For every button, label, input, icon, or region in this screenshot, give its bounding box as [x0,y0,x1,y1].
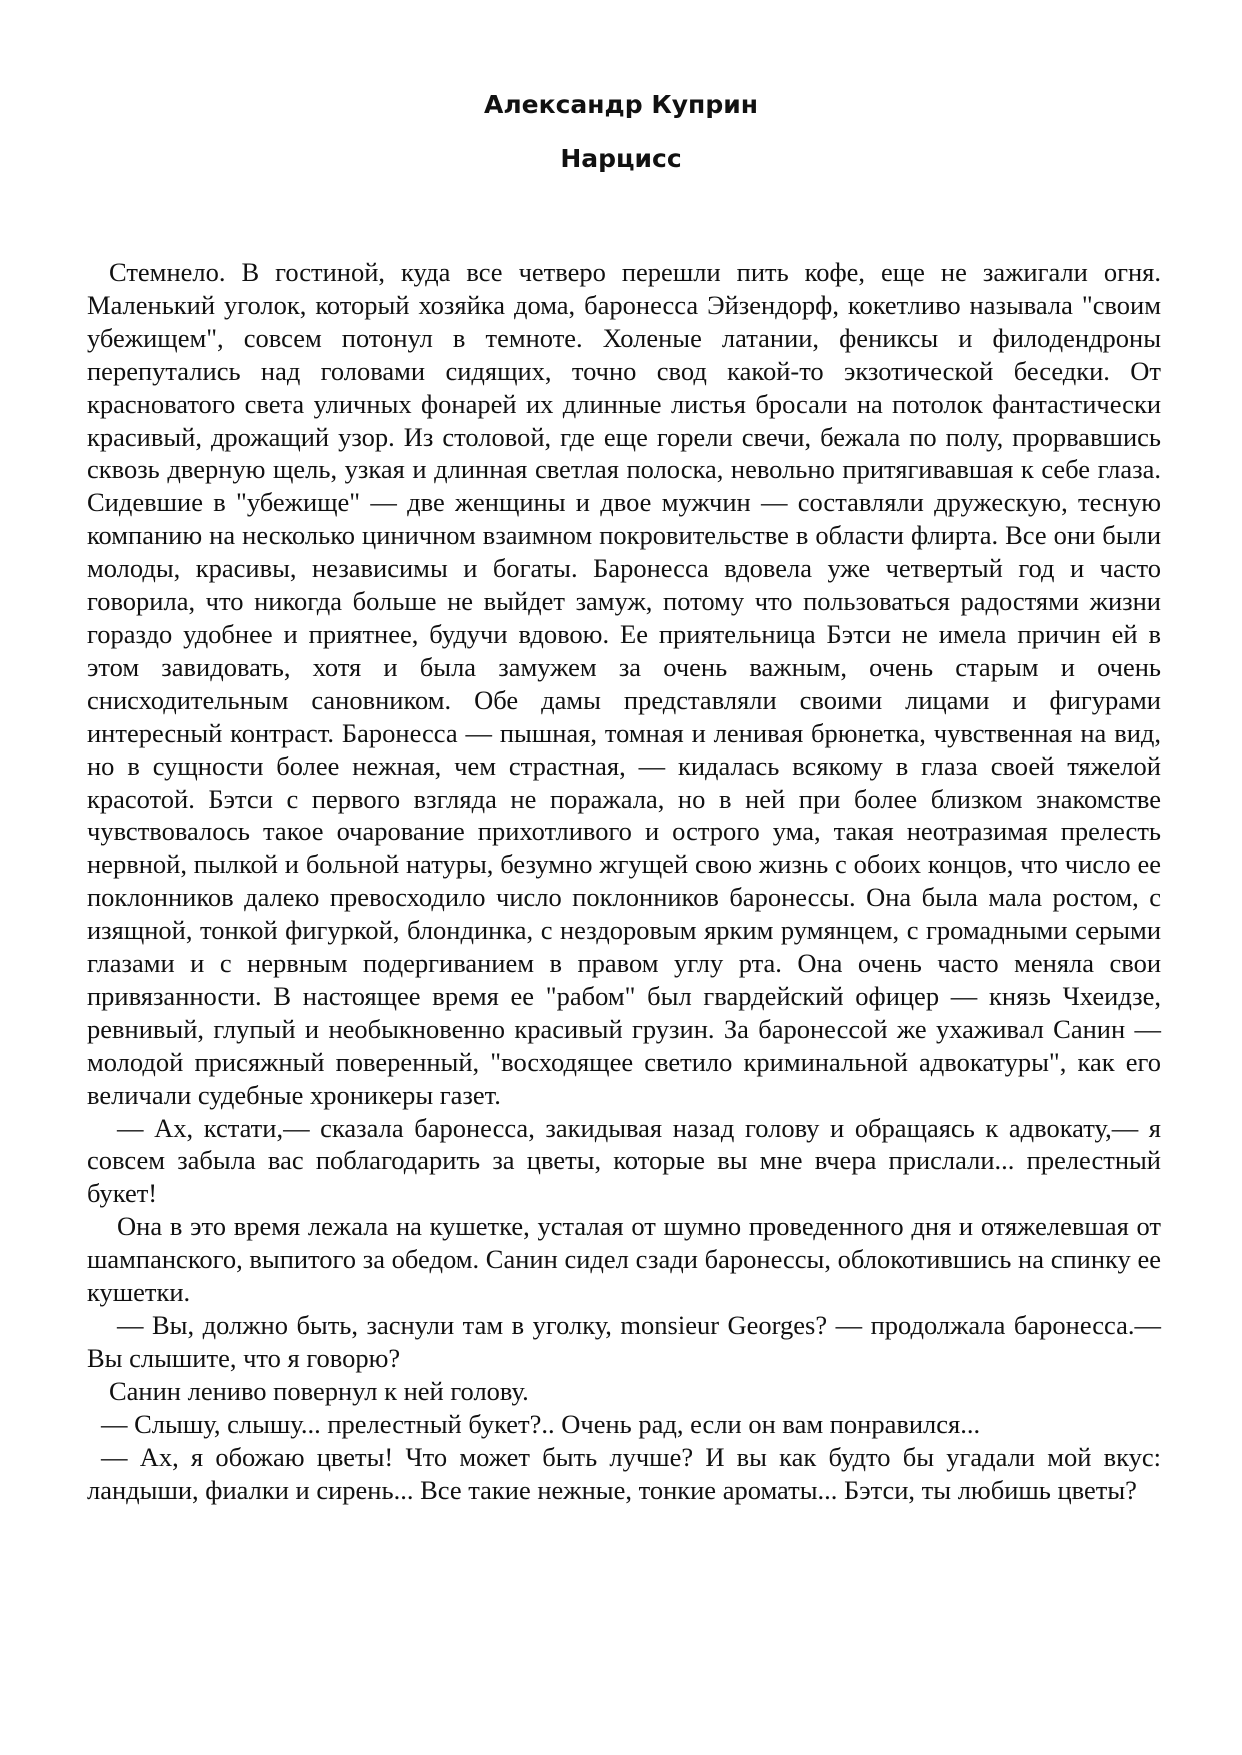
paragraph-dialogue-flowers: — Ах, я обожаю цветы! Что может быть лучше? И вы как будто бы угадали мой вкус: ландыши, фиалки и сирень... Все такие нежные, тонкие ароматы... Бэтси, ты любишь цветы? [87,1441,1161,1505]
paragraph-dialogue-monsieur-georges: — Вы, должно быть, заснули там в уголку, monsieur Georges? — продолжала баронесса.— Вы слышите, что я говорю? [87,1310,1161,1373]
paragraph-narration-sanin-turns: Санин лениво повернул к ней голову. [109,1375,529,1406]
paragraph-dialogue-baroness-thanks: — Ах, кстати,— сказала баронесса, закидывая назад голову и обращаясь к адвокату,— я совсем забыла вас поблагодарить за цветы, которые вы мне вчера прислали... прелестный букет! [87,1112,1161,1209]
paragraph-narration-couch: Она в это время лежала на кушетке, усталая от шумно проведенного дня и отяжелевшая от шампанского, выпитого за обедом. Санин сидел сзади баронессы, облокотившись на спинку ее кушетки. [87,1211,1161,1308]
author-name: Александр Куприн [483,90,759,119]
story-text [87,256,1161,1506]
story-title: Нарцисс [560,144,682,173]
paragraph-dialogue-sanin-reply: — Слышу, слышу... прелестный букет?.. Очень рад, если он вам понравился... [101,1408,981,1439]
paragraph-opening: Стемнело. В гостиной, куда все четверо перешли пить кофе, еще не зажигали огня. Маленький уголок, который хозяйка дома, баронесса Эйзендорф, кокетливо называла "своим убежищем", совсем потонул в темноте. Холеные латании, фениксы и филодендроны перепутались над головами сидящих, точно свод какой-то экзотической беседки. От красноватого света уличных фонарей их длинные листья бросали на потолок фантастически красивый, дрожащий узор. Из столовой, где еще горели свечи, бежала по полу, прорвавшись сквозь дверную щель, узкая и длинная светлая полоска, невольно притягивавшая к себе глаза. Сидевшие в "убежище" — две женщины и двое мужчин — составляли дружескую, тесную компанию на несколько циничном взаимном покровительстве в области флирта. Все они были молоды, красивы, независимы и богаты. Баронесса вдовела уже четвертый год и часто говорила, что никогда больше не выйдет замуж, потому что пользоваться радостями жизни гораздо удобнее и приятнее, будучи вдовою. Ее приятельница Бэтси не имела причин ей в этом завидовать, хотя и была замужем за очень важным, очень старым и очень снисходительным сановником. Обе дамы представляли своими лицами и фигурами интересный контраст. Баронесса — пышная, томная и ленивая брюнетка, чувственная на вид, но в сущности более нежная, чем страстная, — кидалась всякому в глаза своей тяжелой красотой. Бэтси с первого взгляда не поражала, но в ней при более близком знакомстве чувствовалось такое очарование прихотливого и острого ума, такая неотразимая прелесть нервной, пылкой и больной натуры, безумно жгущей свою жизнь с обоих концов, что число ее поклонников далеко превосходило число поклонников баронессы. Она была мала ростом, с изящной, тонкой фигуркой, блондинка, с нездоровым ярким румянцем, с громадными серыми глазами и с нервным подергиванием в правом углу рта. Она очень часто меняла свои привязанности. В настоящее время ее "рабом" был гвардейский офицер — князь Чхеидзе, ревнивый, глупый и необыкновенно красивый грузин. За баронессой же ухаживал Санин — молодой присяжный поверенный, "восходящее светило криминальной адвокатуры", как его величали судебные хроникеры газет. [87,257,1161,1110]
